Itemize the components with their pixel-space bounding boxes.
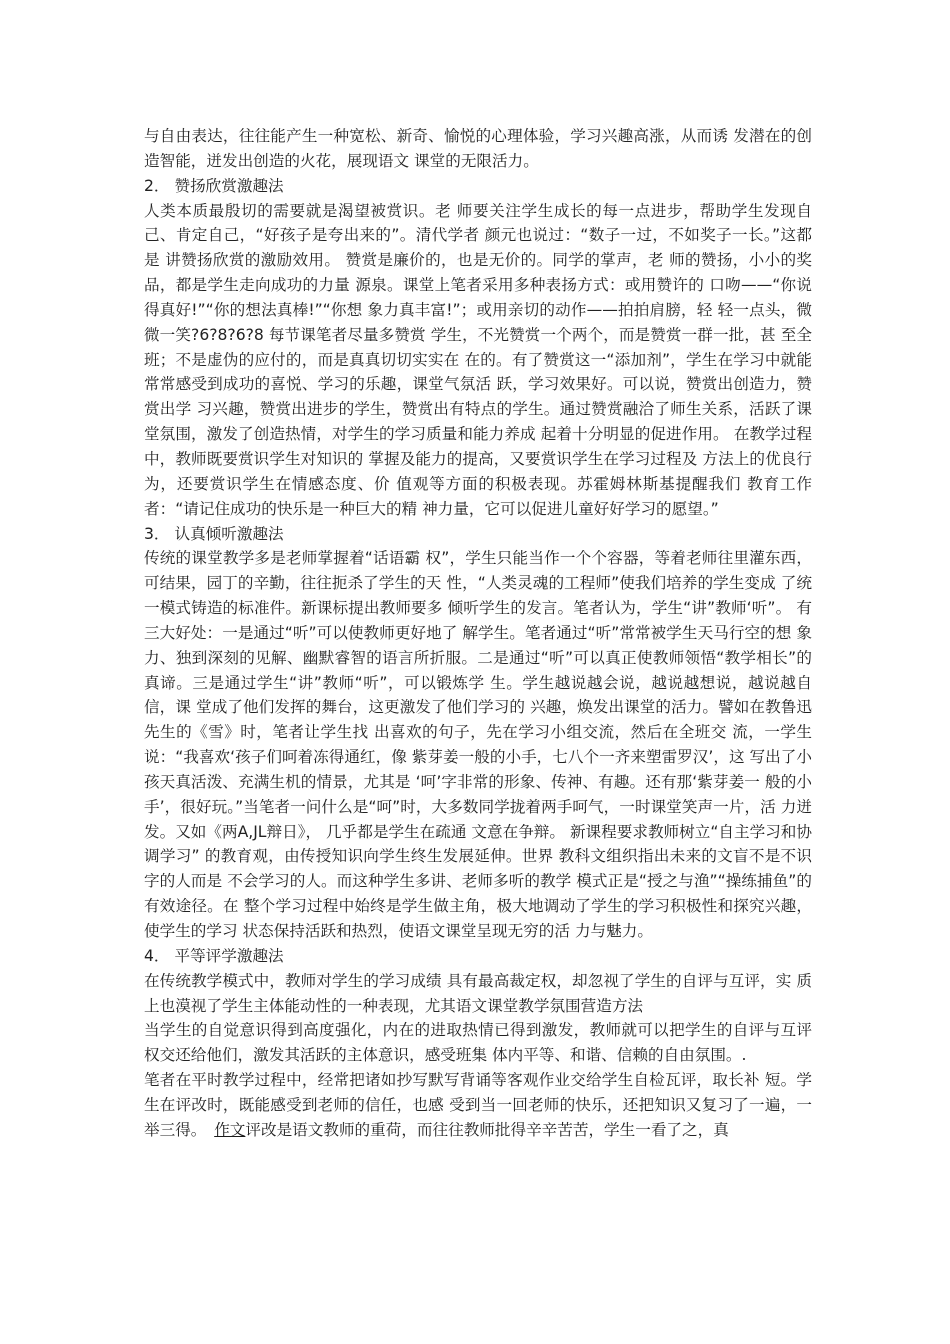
section-heading-2: 2． 赞扬欣赏激趣法 (144, 176, 284, 195)
essay-link[interactable]: 作文 (214, 1120, 246, 1139)
paragraph-listening: 传统的课堂教学多是老师掌握着“话语霸 权”，学生只能当作一个个容器，等着老师往里灌东西，可结果，园丁的辛勤，往往扼杀了学生的天 性，“人类灵魂的工程师”使我们培养的学生变成 了统一模式铸造的标准件。新课标提出教师要多 倾听学生的发言。笔者认为，学生“讲”教师‘听”。 有三大好处：一是通过“听”可以使教师更好地了 解学生。笔者通过“听”常常被学生天马行空的想 象力、独到深刻的见解、幽默睿智的语言所折服。二是通过“听”可以真正使教师领悟“教学相长”的 真谛。三是通过学生“讲”教师“听”，可以锻炼学 生。学生越说越会说，越说越想说，越说越自信，课 堂成了他们发挥的舞台，这更激发了他们学习的 兴趣，焕发出课堂的活力。譬如在教鲁迅先生的《雪》时，笔者让学生找 出喜欢的句子，先在学习小组交流，然后在全班交 流，一学生说：“我喜欢‘孩子们呵着冻得通红，像 紫芽姜一般的小手，七八个一齐来塑雷罗汉’，这 写出了小孩天真活泼、充满生机的情景，尤其是 ‘呵’字非常的形象、传神、有趣。还有那‘紫芽姜一 般的小手’，很好玩。”当笔者一问什么是“呵”时，大多数同学拢着两手呵气，一时课堂笑声一片，活 力迸发。又如《两A,JL辩日》， 几乎都是学生在疏通 文意在争辩。 新课程要求教师树立“自主学习和协调学习” 的教育观，由传授知识向学生终生发展延伸。世界 教科文组织指出未来的文盲不是不识字的人而是 不会学习的人。而这种学生多讲、老师多听的教学 模式正是“授之与渔”“操练捕鱼”的有效途径。在 整个学习过程中始终是学生做主角，极大地调动了学生的学习积极性和探究兴趣，使学生的学习 状态保持活跃和热烈，使语文课堂呈现无穷的活 力与魅力。 (144, 549, 812, 940)
paragraph-practice (144, 1068, 812, 1143)
document-page (144, 124, 812, 1143)
paragraph-intro: 与自由表达，往往能产生一种宽松、新奇、愉悦的心理体验，学习兴趣高涨，从而诱 发潜在的创造智能，迸发出创造的火花，展现语文 课堂的无限活力。 (144, 127, 812, 170)
paragraph-praise: 人类本质最殷切的需要就是渴望被赏识。老 师要关注学生成长的每一点进步，帮助学生发现自己、肯定自己，“好孩子是夸出来的”。清代学者 颜元也说过：“数子一过，不如奖子一长。”这都是 讲赞扬欣赏的激励效用。 赞赏是廉价的，也是无价的。同学的掌声，老 师的赞扬，小小的奖品，都是学生走向成功的力量 源泉。课堂上笔者采用多种表扬方式：或用赞许的 口吻——“你说得真好!”“你的想法真棒!”“你想 象力真丰富!”；或用亲切的动作——拍拍肩膀，轻 轻一点头，微微一笑?6?8?6?8 每节课笔者尽量多赞赏 学生，不光赞赏一个两个，而是赞赏一群一批，甚 至全班；不是虚伪的应付的，而是真真切切实实在 在的。有了赞赏这一“添加剂”，学生在学习中就能 常常感受到成功的喜悦、学习的乐趣，课堂气氛活 跃，学习效果好。可以说，赞赏出创造力，赞赏出学 习兴趣，赞赏出进步的学生，赞赏出有特点的学生。通过赞赏融洽了师生关系，活跃了课堂氛围，激发了创造热情，对学生的学习质量和能力养成 起着十分明显的促进作用。 在教学过程中，教师既要赏识学生对知识的 掌握及能力的提高，又要赏识学生在学习过程及 方法上的优良行为，还要赏识学生在情感态度、价 值观等方面的积极表现。苏霍姆林斯基提醒我们 教育工作者：“请记住成功的快乐是一种巨大的精 神力量，它可以促进儿童好好学习的愿望。” (144, 201, 812, 518)
paragraph-self-evaluation: 当学生的自觉意识得到高度强化，内在的进取热情已得到激发，教师就可以把学生的自评与互评 权交还给他们，激发其活跃的主体意识，感受班集 体内平等、和谐、信赖的自由氛围。. (144, 1021, 812, 1065)
paragraph-practice-text: 笔者在平时教学过程中，经常把诸如抄写默写背诵等客观作业交给学生自检瓦评，取长补 短。学生在评改时，既能感受到老师的信任，也感 受到当一回老师的快乐，还把知识又复习了一遍，一举三得。 (144, 1071, 812, 1139)
section-heading-3: 3． 认真倾听激趣法 (144, 524, 284, 543)
last-line-text: 评改是语文教师的重荷，而往往教师批得辛辛苦苦，学生一看了之，真 (245, 1120, 729, 1139)
paragraph-evaluation: 在传统教学模式中，教师对学生的学习成绩 具有最高裁定权，却忽视了学生的自评与互评，实 质上也漠视了学生主体能动性的一种表现，尤其语文课堂教学氛围营造方法 (144, 971, 812, 1015)
spacer (199, 1121, 215, 1139)
section-heading-4: 4． 平等评学激趣法 (144, 946, 284, 965)
